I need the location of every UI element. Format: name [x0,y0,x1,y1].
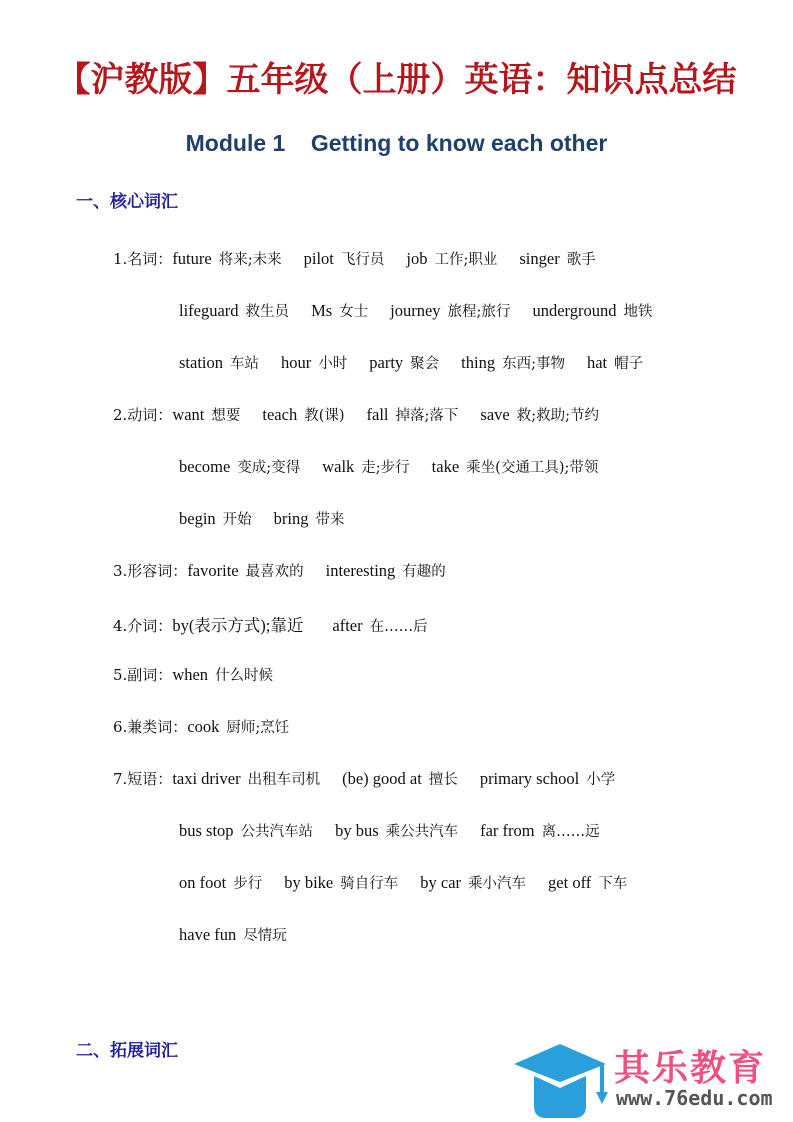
vocab-english: when [172,665,209,684]
vocab-row-phrases [179,872,649,893]
vocab-chinese: 旅程;旅行 [447,304,511,320]
vocab-entry [480,769,615,788]
vocab-english: bring [273,509,309,528]
vocab-chinese: 走;步行 [361,460,410,476]
vocab-row-prepositions [113,612,450,636]
section-heading-extended-vocab: 二、拓展词汇 [76,1041,178,1061]
vocab-entry [532,301,652,320]
vocab-chinese: 下车 [598,876,628,892]
vocab-chinese: 想要 [211,408,241,424]
vocab-category-label: 4.介词： [113,617,173,635]
vocab-entry [187,561,303,580]
vocab-entry [274,509,345,528]
vocab-category-label: 3.形容词： [113,562,188,580]
vocab-chinese: 擅长 [428,772,458,788]
vocab-entry [284,873,398,892]
vocab-chinese: 出租车司机 [247,772,321,788]
vocab-entry [304,249,385,268]
vocab-english: journey [390,301,441,320]
vocab-english: begin [179,509,216,528]
vocab-entry [548,873,627,892]
vocab-entry [179,821,313,840]
vocab-english: taxi driver [172,769,241,788]
vocab-english: party [369,353,404,372]
vocab-category-label: 2.动词： [113,406,173,424]
vocab-chinese: 小时 [318,356,348,372]
vocab-row-nouns [179,300,674,321]
vocab-entry [519,249,595,268]
vocab-chinese: 救;救助;节约 [516,408,600,424]
vocab-chinese: 工作;职业 [434,252,498,268]
vocab-english: future [172,249,212,268]
vocab-row-nouns [113,248,618,269]
vocab-entry [172,249,281,268]
vocab-row-adverbs [113,664,295,685]
vocab-entry [406,249,497,268]
vocab-chinese: 什么时候 [215,668,274,684]
vocab-entry [587,353,643,372]
vocab-chinese: 车站 [230,356,259,372]
vocab-english: pilot [303,249,334,268]
vocab-row-verbs [179,456,620,477]
vocab-english: singer [519,249,560,268]
vocab-entry [172,616,310,635]
vocab-entry [179,353,259,372]
vocab-english: favorite [187,561,239,580]
vocab-category-label: 5.副词： [113,666,173,684]
vocab-english: by bike [284,873,334,892]
vocab-english: (be) good at [342,769,422,788]
logo-brand-name: 其乐教育 [614,1048,767,1089]
vocab-english: walk [322,457,355,476]
vocab-row-nouns [179,352,665,373]
vocab-english: primary school [479,769,580,788]
vocab-english: hour [281,353,312,372]
vocab-entry [369,353,439,372]
vocab-chinese: 步行 [233,876,263,892]
vocab-chinese: 小学 [586,772,616,788]
vocab-english: lifeguard [179,301,239,320]
vocab-chinese: 带来 [315,512,345,528]
vocab-entry [311,301,368,320]
vocab-chinese: 教(课) [304,408,345,424]
vocab-entry [342,769,458,788]
vocab-chinese: 乘小汽车 [468,876,527,892]
graduation-cap-icon [512,1042,612,1120]
vocab-entry [172,665,273,684]
vocab-english: want [172,405,205,424]
vocab-entry [172,405,240,424]
vocab-category-label: 7.短语： [113,770,173,788]
vocab-english: interesting [325,561,396,580]
vocab-chinese: 救生员 [245,304,290,320]
vocab-entry [367,405,459,424]
vocab-english: fall [366,405,389,424]
vocab-entry [179,301,289,320]
vocab-entry [322,457,409,476]
vocab-category-label: 6.兼类词： [113,718,188,736]
vocab-english: Ms [311,301,333,320]
vocab-english: station [179,353,223,372]
document-title: 【沪教版】五年级（上册）英语：知识点总结 [56,60,737,100]
vocab-entry [179,457,300,476]
vocab-row-adjectives [113,560,468,581]
vocab-chinese: 最喜欢的 [245,564,304,580]
vocab-english: take [431,457,460,476]
vocab-chinese: 将来;未来 [218,252,282,268]
vocab-english: cook [187,717,220,736]
vocab-chinese: 离……远 [541,824,600,840]
vocab-entry [187,717,289,736]
vocab-entry [281,353,347,372]
logo [512,1040,787,1120]
vocab-english: by bus [335,821,379,840]
vocab-chinese: 地铁 [623,304,653,320]
vocab-chinese: 有趣的 [402,564,446,580]
vocab-english: have fun [179,925,237,944]
vocab-chinese: 东西;事物 [502,356,565,372]
vocab-english: by car [420,873,462,892]
vocab-chinese: 聚会 [410,356,440,372]
vocab-entry [172,769,320,788]
vocab-entry [480,405,599,424]
module-title: Module 1 Getting to know each other [185,130,608,156]
vocab-chinese: 帽子 [614,356,644,372]
vocab-chinese: 骑自行车 [340,876,399,892]
vocab-entry [335,821,458,840]
vocab-entry [179,509,252,528]
section-heading-core-vocab: 一、核心词汇 [76,192,178,212]
vocab-entry [179,873,262,892]
vocab-english: on foot [179,873,227,892]
vocab-chinese: 女士 [339,304,369,320]
vocab-row-phrases [179,924,309,945]
vocab-english: get off [548,873,592,892]
vocab-english: after [332,616,363,635]
vocab-row-verbs [179,508,367,529]
vocab-english: hat [586,353,608,372]
vocab-chinese: 乘坐(交通工具);带领 [466,460,599,476]
vocab-entry [262,405,344,424]
vocab-chinese: 飞行员 [340,252,385,268]
vocab-row-verbs [113,404,621,425]
vocab-chinese: 厨师;烹饪 [226,720,290,736]
vocab-entry [332,616,427,635]
vocab-category-label: 1.名词： [113,250,173,268]
vocab-english: become [179,457,231,476]
vocab-english: far from [480,821,535,840]
vocab-entry [326,561,446,580]
vocab-english: thing [461,353,496,372]
vocab-english: job [406,249,428,268]
vocab-chinese: 公共汽车站 [240,824,314,840]
vocab-entry [461,353,565,372]
vocab-chinese: 开始 [222,512,252,528]
logo-url: www.76edu.com [616,1086,773,1110]
vocab-entry [420,873,526,892]
vocab-english: teach [262,405,298,424]
vocab-row-phrases [113,768,637,789]
vocab-entry [480,821,600,840]
vocab-entry [432,457,599,476]
vocab-chinese: 歌手 [566,252,596,268]
vocab-chinese: 尽情玩 [243,928,287,944]
vocab-english: underground [532,301,617,320]
vocab-chinese: 掉落;落下 [395,408,459,424]
vocab-chinese: 乘公共汽车 [385,824,459,840]
vocab-entry [179,925,287,944]
vocab-entry [390,301,510,320]
vocab-chinese: 在……后 [369,619,428,635]
vocab-row-phrases [179,820,622,841]
vocab-english: by(表示方式);靠近 [172,616,304,635]
vocab-row-multi-class [113,716,311,737]
vocab-chinese: 变成;变得 [237,460,301,476]
vocab-english: save [480,405,510,424]
vocab-english: bus stop [179,821,234,840]
